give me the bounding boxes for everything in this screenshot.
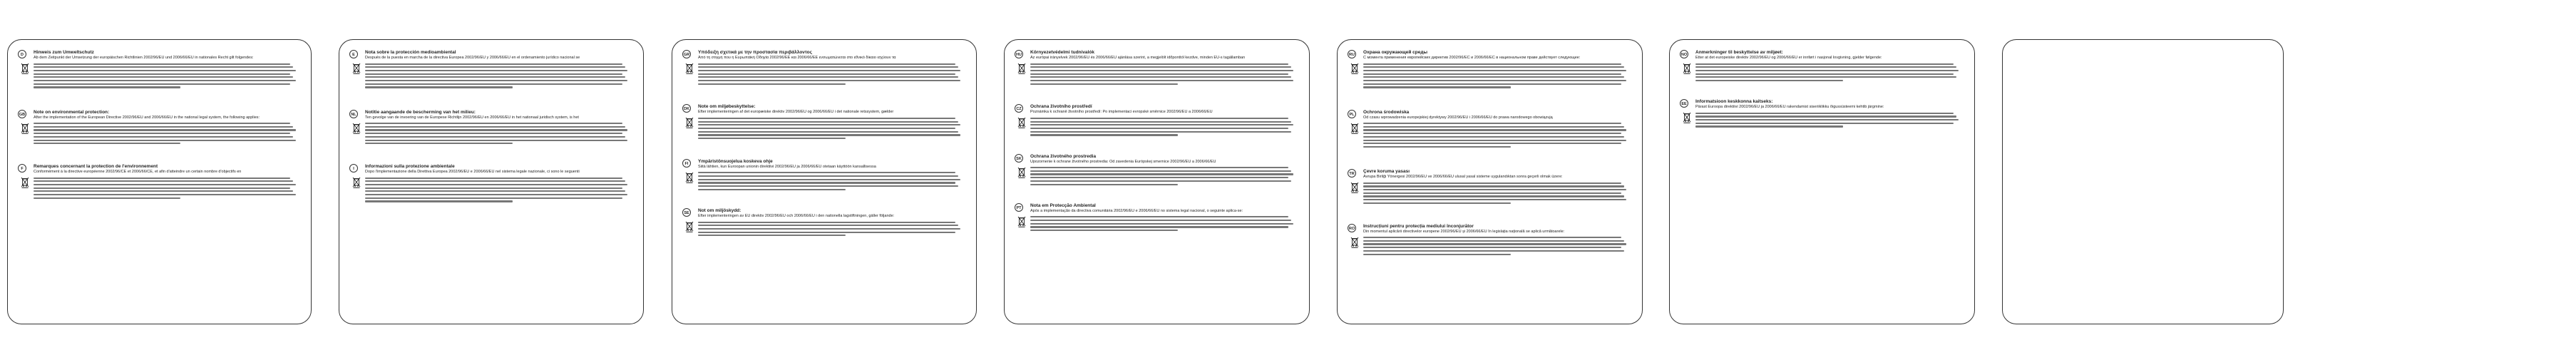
- text-line: [34, 187, 290, 189]
- language-section: [1015, 203, 1299, 242]
- crossed-out-bin-icon: [1017, 63, 1026, 74]
- section-body-text: [1363, 235, 1632, 257]
- section-body-text: [1030, 115, 1299, 138]
- text-line: [698, 83, 846, 85]
- text-line: [1030, 180, 1291, 182]
- text-line: [1695, 66, 1956, 68]
- section-title: Ochrona środowiska: [1363, 109, 1410, 115]
- language-section: [1348, 224, 1632, 267]
- text-line: [1363, 250, 1624, 252]
- language-code-badge: FI: [682, 159, 691, 168]
- section-title: Nota em Protecção Ambiental: [1030, 202, 1096, 208]
- text-line: [698, 235, 846, 236]
- text-line: [365, 80, 627, 81]
- section-intro: С момента применения европейских директив 2002/96/ЕС и 2006/66/ЕС в национальном праве действует следующее:: [1363, 56, 1581, 60]
- text-line: [1695, 123, 1954, 124]
- section-title: Instrucțiuni pentru protecția mediului înconjurător: [1363, 223, 1474, 229]
- text-line: [1030, 76, 1291, 78]
- text-line: [1030, 216, 1288, 217]
- text-line: [698, 138, 846, 139]
- section-title: Ochrana životného prostredia: [1030, 153, 1097, 159]
- section-intro: Din momentul aplicării directivelor europene 2002/96/EU și 2006/66/EU în legislația națională se aplică următoarele:: [1363, 229, 1565, 234]
- text-line: [698, 121, 958, 123]
- language-section: [349, 50, 633, 104]
- language-section: [1680, 50, 1964, 93]
- text-line: [365, 66, 625, 68]
- text-line: [698, 131, 958, 133]
- text-line: [1695, 119, 1959, 120]
- section-intro: Od czasu wprowadzenia europejskiej dyrektywy 2002/96/EU i 2006/66/EU do prawa narodowego obowiązują: [1363, 115, 1553, 120]
- section-title: Çevre koruma yasası: [1363, 169, 1410, 175]
- text-line: [1363, 66, 1624, 68]
- text-line: [1695, 76, 1956, 78]
- section-title: Informazioni sulla protezione ambientale: [365, 164, 455, 169]
- crossed-out-bin-icon: [685, 221, 694, 232]
- text-line: [1363, 73, 1621, 75]
- text-line: [1030, 220, 1291, 221]
- text-line: [1363, 254, 1511, 255]
- section-title: Not om miljöskydd:: [698, 208, 742, 213]
- text-line: [34, 123, 290, 124]
- leaflet-panel: [1669, 39, 1975, 324]
- section-body-text: [34, 61, 301, 90]
- section-title: Охрана окружающей среды: [1363, 50, 1428, 55]
- language-code-badge: NO: [1680, 50, 1688, 58]
- text-line: [698, 175, 958, 177]
- section-body-text: [1030, 165, 1299, 187]
- text-line: [1030, 134, 1178, 135]
- language-section: [18, 110, 301, 158]
- text-line: [1363, 202, 1511, 204]
- language-section: [18, 164, 301, 212]
- crossed-out-bin-icon: [1350, 237, 1359, 248]
- section-intro: Dopo l'implementazione della Direttiva Europea 2002/96/EU e 2006/66/EU nel sistema legale nazionale, ci sono le seguenti: [365, 170, 580, 174]
- section-title: Hinweis zum Umweltschutz: [34, 50, 94, 55]
- language-section: [1348, 50, 1632, 104]
- section-body-text: [698, 115, 966, 140]
- language-code-badge: EE: [1680, 99, 1688, 108]
- text-line: [1030, 70, 1293, 71]
- text-line: [365, 86, 513, 88]
- text-line: [698, 118, 955, 119]
- text-line: [698, 128, 955, 129]
- section-title: Note on environmental protection:: [34, 109, 110, 115]
- text-line: [365, 73, 622, 75]
- language-section: [349, 164, 633, 218]
- text-line: [34, 70, 296, 71]
- section-intro: Από τη στιγμή που η Ευρωπαϊκή Οδηγία 2002/96/ΕΕ και 2006/66/ΕΕ ενσωματώνεται στο εθνικό δίκαιο ισχύουν τα: [698, 56, 896, 60]
- text-line: [698, 189, 846, 190]
- text-line: [698, 80, 960, 81]
- language-section: [1348, 110, 1632, 164]
- section-intro: Después de la puesta en marcha de la directiva Europea 2002/96/EU y 2006/66/EU en el ordenamiento jurídico nacional se: [365, 56, 580, 60]
- section-body-text: [34, 121, 301, 146]
- crossed-out-bin-icon: [685, 63, 694, 74]
- text-line: [1695, 63, 1954, 65]
- language-code-badge: TR: [1348, 169, 1356, 178]
- text-line: [1363, 247, 1621, 248]
- section-body-text: [34, 175, 301, 200]
- text-line: [1030, 170, 1291, 172]
- section-title: Informatsioon keskkonna kaitseks:: [1695, 99, 1773, 105]
- text-line: [34, 143, 180, 144]
- text-line: [1363, 70, 1626, 71]
- crossed-out-bin-icon: [685, 172, 694, 183]
- text-line: [1363, 86, 1511, 88]
- text-line: [1030, 173, 1293, 175]
- text-line: [365, 194, 627, 195]
- text-line: [365, 123, 622, 124]
- text-line: [34, 140, 296, 141]
- text-line: [1363, 63, 1621, 65]
- text-line: [698, 185, 958, 187]
- text-line: [1363, 129, 1626, 130]
- language-section: [682, 208, 966, 247]
- section-intro: Siitä lähtien, kun Euroopan unionin direktiivi 2002/96/EU ja 2006/66/EU otetaan käyttöön kansallisessa: [698, 164, 876, 169]
- section-body-text: [365, 175, 633, 204]
- language-section: [1348, 169, 1632, 217]
- text-line: [698, 70, 960, 71]
- crossed-out-bin-icon: [21, 63, 29, 74]
- text-line: [1363, 192, 1621, 194]
- section-title: Ympäristönsuojelua koskeva ohje: [698, 158, 773, 164]
- text-line: [1030, 118, 1288, 119]
- language-code-badge: SE: [682, 208, 691, 217]
- text-line: [1363, 126, 1624, 128]
- language-section: [1015, 50, 1299, 98]
- text-line: [34, 178, 290, 179]
- text-line: [1030, 121, 1291, 123]
- crossed-out-bin-icon: [1350, 182, 1359, 193]
- text-line: [365, 143, 513, 144]
- language-section: [1015, 154, 1299, 197]
- text-line: [1363, 143, 1621, 144]
- crossed-out-bin-icon: [1017, 216, 1026, 227]
- section-body-text: [365, 121, 633, 146]
- text-line: [34, 180, 293, 182]
- text-line: [1363, 123, 1621, 124]
- crossed-out-bin-icon: [1683, 63, 1691, 74]
- language-section: [682, 50, 966, 98]
- section-title: Note om miljøbeskyttelse:: [698, 104, 756, 110]
- language-code-badge: CZ: [1015, 104, 1023, 113]
- text-line: [1030, 128, 1288, 129]
- text-line: [365, 184, 627, 185]
- crossed-out-bin-icon: [352, 63, 361, 74]
- leaflet-panel: [1004, 39, 1310, 324]
- text-line: [1695, 125, 1843, 127]
- section-intro: Conformément à la directive européenne 2002/96/CE et 2006/66/CE, et afin d'atteindre un certain nombre d'objectifs en: [34, 170, 242, 174]
- text-line: [1030, 177, 1288, 178]
- section-body-text: [1363, 180, 1632, 205]
- section-intro: Pärast Euroopa direktiivi 2002/96/EU ja 2006/66/EU rakendamist siseriiklikku õigussüsteemi kehtib järgmine:: [1695, 105, 1884, 110]
- text-line: [34, 136, 293, 138]
- leaflet-panel: [1337, 39, 1643, 324]
- text-line: [1030, 63, 1288, 65]
- text-line: [1030, 73, 1288, 75]
- language-section: [1015, 104, 1299, 148]
- text-line: [1363, 80, 1626, 81]
- text-line: [1363, 76, 1624, 78]
- text-line: [1363, 140, 1626, 141]
- text-line: [698, 232, 955, 233]
- text-line: [698, 66, 958, 68]
- text-line: [365, 190, 625, 192]
- crossed-out-bin-icon: [352, 123, 361, 134]
- section-title: Notitie aangaande de bescherming van het milieu:: [365, 109, 476, 115]
- text-line: [365, 180, 625, 182]
- language-code-badge: GB: [18, 110, 26, 118]
- text-line: [365, 70, 627, 71]
- text-line: [698, 225, 958, 226]
- section-title: Υπόδειξη σχετικά με την προστασία περιβάλλοντος: [698, 50, 812, 55]
- section-intro: After the implementation of the European Directive 2002/96/EU and 2006/66/EU in the national legal system, the following applies:: [34, 115, 260, 120]
- language-code-badge: HU: [1015, 50, 1023, 58]
- section-body-text: [698, 220, 966, 238]
- text-line: [1030, 223, 1293, 225]
- crossed-out-bin-icon: [1017, 117, 1026, 128]
- leaflet-panel: [2002, 39, 2284, 324]
- section-title: Nota sobre la protección medioambiental: [365, 50, 456, 55]
- text-line: [365, 136, 625, 138]
- language-code-badge: DK: [682, 104, 691, 113]
- text-line: [1695, 70, 1959, 71]
- section-intro: Ab dem Zeitpunkt der Umsetzung der europäischen Richtlinien 2002/96/EU und 2006/66/EU in nationales Recht gilt folgendes:: [34, 56, 254, 60]
- text-line: [34, 126, 293, 128]
- text-line: [698, 76, 958, 78]
- section-body-text: [1030, 215, 1299, 233]
- section-body-text: [365, 61, 633, 90]
- leaflet-panel: [672, 39, 977, 324]
- section-body-text: [698, 61, 966, 86]
- text-line: [1030, 131, 1291, 133]
- text-line: [1363, 83, 1621, 85]
- text-line: [1363, 189, 1626, 190]
- text-line: [365, 187, 622, 189]
- text-line: [34, 80, 296, 81]
- text-line: [365, 133, 622, 134]
- section-body-text: [1030, 61, 1299, 86]
- crossed-out-bin-icon: [1350, 123, 1359, 134]
- text-line: [365, 200, 513, 202]
- text-line: [365, 140, 627, 141]
- section-title: Anmerkninger til beskyttelse av miljøet:: [1695, 50, 1783, 55]
- section-body-text: [1695, 61, 1964, 83]
- crossed-out-bin-icon: [1017, 167, 1026, 178]
- section-intro: Efter implementeringen av EU direktiv 2002/96/EU och 2006/66/EU i den nationella lagstiftningen, gäller följande:: [698, 214, 895, 218]
- section-intro: Poznámka k ochraně životního prostředí: Po implementaci evropské směrnice 2002/96/EU a 2006/66/EU: [1030, 110, 1213, 115]
- section-body-text: [1363, 121, 1632, 150]
- text-line: [1695, 80, 1843, 81]
- text-line: [34, 83, 290, 85]
- language-code-badge: PL: [1348, 110, 1356, 118]
- text-line: [365, 63, 622, 65]
- text-line: [1363, 136, 1624, 138]
- language-section: [349, 110, 633, 158]
- text-line: [34, 73, 290, 75]
- text-line: [698, 63, 955, 65]
- text-line: [698, 182, 955, 183]
- text-line: [698, 222, 955, 223]
- text-line: [34, 197, 180, 199]
- language-code-badge: D: [18, 50, 26, 58]
- language-code-badge: RO: [1348, 224, 1356, 232]
- text-line: [34, 184, 296, 185]
- language-code-badge: I: [349, 164, 358, 173]
- text-line: [365, 197, 622, 199]
- text-line: [34, 63, 290, 65]
- section-body-text: [698, 170, 966, 192]
- text-line: [1363, 237, 1621, 238]
- section-body-text: [1695, 110, 1964, 129]
- text-line: [34, 133, 290, 134]
- text-line: [1363, 195, 1624, 197]
- text-line: [1363, 240, 1624, 242]
- crossed-out-bin-icon: [352, 177, 361, 188]
- text-line: [34, 76, 293, 78]
- crossed-out-bin-icon: [1350, 63, 1359, 74]
- text-line: [698, 124, 960, 125]
- text-line: [1363, 146, 1511, 148]
- text-line: [365, 126, 625, 128]
- text-line: [1030, 83, 1178, 85]
- crossed-out-bin-icon: [21, 177, 29, 188]
- text-line: [1695, 113, 1954, 114]
- language-code-badge: E: [349, 50, 358, 58]
- text-line: [698, 134, 960, 135]
- text-line: [698, 179, 960, 180]
- text-line: [1030, 184, 1178, 185]
- text-line: [1363, 182, 1621, 184]
- text-line: [1030, 226, 1288, 227]
- text-line: [1695, 73, 1954, 75]
- text-line: [365, 83, 622, 85]
- language-code-badge: PT: [1015, 203, 1023, 212]
- section-title: Környezetvédelmi tudnivalók: [1030, 50, 1094, 55]
- section-intro: Az európai irányelvek 2002/96/EU és 2006/66/EU ajánlása szerint, a megjelölt időponttól kezdve, minden EU-s tagállamban: [1030, 56, 1246, 60]
- text-line: [365, 76, 625, 78]
- section-title: Remarques concernant la protection de l'environnement: [34, 164, 158, 169]
- text-line: [1030, 167, 1288, 168]
- text-line: [698, 228, 960, 230]
- language-section: [682, 159, 966, 202]
- text-line: [34, 190, 293, 192]
- leaflet-panel: [339, 39, 644, 324]
- language-section: [18, 50, 301, 104]
- crossed-out-bin-icon: [1683, 112, 1691, 123]
- section-intro: Upozornenie k ochrane životného prostredia: Od zavedenia Európskej smernice 2002/96/EU a 2006/66/EU: [1030, 159, 1216, 164]
- leaflet-panel: [7, 39, 312, 324]
- crossed-out-bin-icon: [685, 117, 694, 128]
- text-line: [34, 129, 296, 130]
- text-line: [1363, 133, 1621, 134]
- text-line: [698, 73, 955, 75]
- language-code-badge: GR: [682, 50, 691, 58]
- text-line: [1363, 243, 1626, 245]
- text-line: [698, 172, 955, 173]
- crossed-out-bin-icon: [21, 123, 29, 134]
- language-section: [682, 104, 966, 153]
- language-code-badge: RU: [1348, 50, 1356, 58]
- section-intro: Avrupa Birliği Yönergesi 2002/96/EU ve 2006/66/EU ulusal yasal sisteme uygulandıktan sonra geçerli olmak üzere:: [1363, 175, 1563, 180]
- text-line: [34, 66, 293, 68]
- text-line: [1363, 185, 1624, 187]
- text-line: [1030, 80, 1293, 81]
- text-line: [34, 86, 180, 88]
- text-line: [365, 129, 627, 130]
- language-code-badge: SK: [1015, 154, 1023, 163]
- section-intro: Após a implementação da directiva comunitária 2002/96/EU e 2006/66/EU no sistema legal nacional, o seguinte aplica-se:: [1030, 208, 1243, 213]
- section-body-text: [1363, 61, 1632, 90]
- section-intro: Etter at det europeiske direktiv 2002/96/EU og 2006/66/EU er innført i nasjonal lovgivning, gjelder følgende:: [1695, 56, 1882, 60]
- section-intro: Ten gevolge van de invoering van de Europese Richtlijn 2002/96/EU en 2006/66/EU in het nationaal juridisch system, is het: [365, 115, 579, 120]
- text-line: [365, 178, 622, 179]
- text-line: [1030, 124, 1293, 125]
- text-line: [1030, 230, 1178, 231]
- text-line: [1030, 66, 1291, 68]
- section-title: Ochrana životního prostředí: [1030, 104, 1092, 110]
- text-line: [1695, 115, 1956, 117]
- language-section: [1680, 99, 1964, 138]
- section-intro: Efter implementeringen af det europæiske direktiv 2002/96/EU og 2006/66/EU i det nationale retssystem, gælder: [698, 110, 894, 115]
- language-code-badge: NL: [349, 110, 358, 118]
- text-line: [34, 194, 296, 195]
- language-code-badge: F: [18, 164, 26, 173]
- text-line: [1363, 199, 1626, 200]
